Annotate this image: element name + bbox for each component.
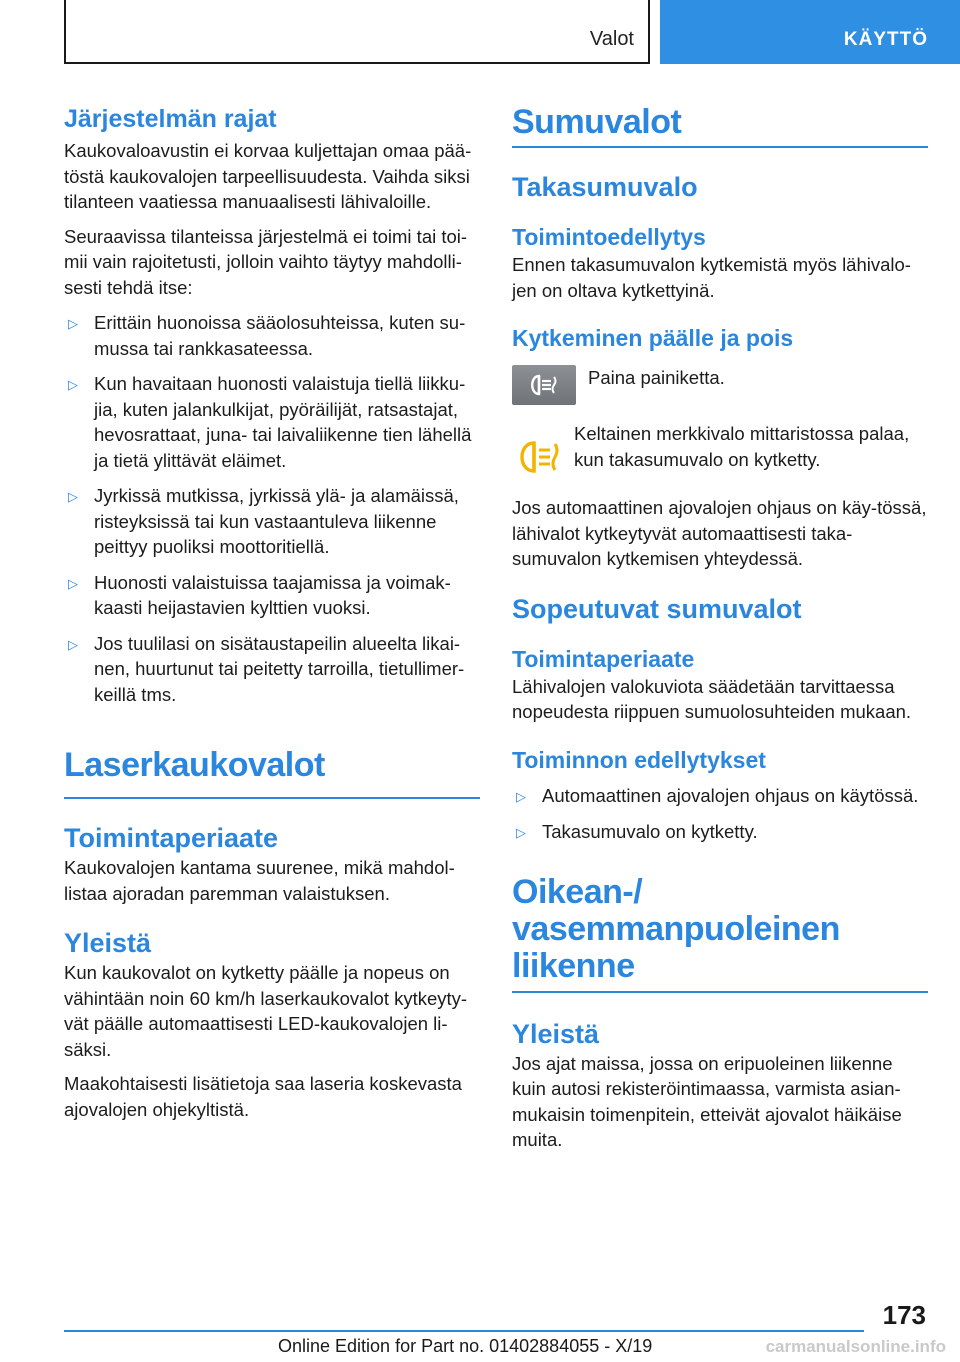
paragraph-auto-headlights: Jos automaattinen ajovalojen ohjaus on käy-tössä, lähivalot kytkeytyvät automaattisesti taka-sumuvalon kytkemisen yhteydessä. bbox=[512, 497, 927, 569]
indicator-instruction bbox=[512, 421, 928, 479]
left-column bbox=[64, 100, 480, 1122]
heading-rule bbox=[512, 146, 928, 148]
paragraph-indicator: Keltainen merkkivalo mittaristossa palaa, kun takasumuvalo on kytketty. bbox=[574, 423, 910, 470]
paragraph-general-1: Kun kaukovalot on kytketty päälle ja nopeus on vähintään noin 60 km/h laserkaukovalot kytkeyty-vät päälle automaattisesti LED-kaukovalojen li-säksi. bbox=[64, 962, 468, 1060]
list-item: ▷ Huonosti valaistuissa taajamissa ja voimak-kaasti heijastavien kylttien vuoksi. bbox=[64, 570, 480, 621]
heading-switching: Kytkeminen päälle ja pois bbox=[512, 325, 794, 351]
header-chapter-label: KÄYTTÖ bbox=[843, 29, 928, 50]
triangle-bullet-icon: ▷ bbox=[68, 377, 78, 392]
right-column bbox=[512, 100, 928, 1153]
paragraph-limits-2: Seuraavissa tilanteissa järjestelmä ei toimi tai toi-mii vain rajoitetusti, jolloin vaihto täytyy mahdolli-sesti tehdä itse: bbox=[64, 225, 468, 298]
triangle-bullet-icon: ▷ bbox=[68, 575, 78, 591]
list-item: ▷ Kun havaitaan huonosti valaistuja tiellä liikku-jia, kuten jalankulkijat, pyöräilijät, ratsastajat, hevosrattaat, juna- tai laivaliikenne tien lähellä ja tietä ylittävät eläimet. bbox=[64, 371, 480, 473]
heading-general-right: Yleistä bbox=[512, 1018, 600, 1049]
paragraph-requirement: Ennen takasumuvalon kytkemistä myös lähivalo-jen on oltava kytkettyinä. bbox=[512, 254, 911, 301]
heading-traffic-side: Oikean-/ vasemmanpuoleinen liikenne bbox=[512, 872, 840, 985]
heading-rule bbox=[512, 991, 928, 993]
footer-rule bbox=[64, 1330, 864, 1332]
rear-fog-indicator-icon bbox=[512, 435, 564, 479]
heading-requirement: Toimintoedellytys bbox=[512, 224, 706, 250]
rear-fog-button-icon bbox=[512, 365, 576, 405]
list-item: ▷ Automaattinen ajovalojen ohjaus on käytössä. bbox=[512, 783, 928, 810]
heading-rule bbox=[64, 797, 480, 799]
heading-general: Yleistä bbox=[64, 928, 152, 958]
list-item: ▷ Takasumuvalo on kytketty. bbox=[512, 819, 928, 846]
button-instruction bbox=[512, 365, 928, 405]
triangle-bullet-icon: ▷ bbox=[68, 316, 78, 331]
paragraph-principle-right: Lähivalojen valokuviota säädetään tarvittaessa nopeudesta riippuen sumuolosuhteiden mukaan. bbox=[512, 675, 912, 722]
list-item: ▷ Jyrkissä mutkissa, jyrkissä ylä- ja alamäissä, risteyksissä tai kun vastaantuleva liikenne peittyy puoliksi moottoritiellä. bbox=[64, 483, 480, 560]
triangle-bullet-icon: ▷ bbox=[68, 636, 78, 652]
paragraph-press-button: Paina painiketta. bbox=[588, 367, 725, 388]
heading-adaptive-fog: Sopeutuvat sumuvalot bbox=[512, 593, 802, 624]
page-number: 173 bbox=[882, 1300, 926, 1330]
triangle-bullet-icon: ▷ bbox=[516, 825, 526, 840]
paragraph-principle: Kaukovalojen kantama suurenee, mikä mahdol-listaa ajoradan paremman valaistuksen. bbox=[64, 857, 455, 904]
triangle-bullet-icon: ▷ bbox=[516, 788, 526, 804]
watermark: carmanualsonline.info bbox=[765, 1337, 946, 1356]
paragraph-limits-1: Kaukovaloavustin ei korvaa kuljettajan omaa pää-töstä kaukovalojen tarpeellisuudesta. Vaihda siksi tilanteen vaatiessa manuaalisesti lähivaloille. bbox=[64, 140, 472, 212]
header-frame bbox=[64, 0, 650, 64]
heading-conditions: Toiminnon edellytykset bbox=[512, 746, 766, 773]
footer-edition: Online Edition for Part no. 01402884055 - X/19 bbox=[278, 1336, 653, 1356]
heading-principle: Toimintaperiaate bbox=[64, 823, 279, 853]
header-section-title: Valot bbox=[589, 28, 634, 50]
heading-rear-fog: Takasumuvalo bbox=[512, 172, 698, 202]
heading-system-limits: Järjestelmän rajat bbox=[64, 105, 277, 133]
triangle-bullet-icon: ▷ bbox=[68, 489, 78, 504]
heading-principle-right: Toimintaperiaate bbox=[512, 645, 695, 672]
heading-fog-lights: Sumuvalot bbox=[512, 103, 682, 141]
list-item: ▷ Erittäin huonoissa sääolosuhteissa, kuten su-mussa tai rankkasateessa. bbox=[64, 310, 480, 361]
list-item: ▷ Jos tuulilasi on sisätaustapeilin alueelta likai-nen, huurtunut tai peitetty tarroilla, tietullimer-keillä tms. bbox=[64, 631, 480, 708]
heading-laser-high-beam: Laserkaukovalot bbox=[64, 746, 325, 784]
header-chapter-tab bbox=[660, 0, 960, 64]
limits-bullet-list bbox=[64, 310, 480, 707]
paragraph-general-right: Jos ajat maissa, jossa on eripuoleinen liikenne kuin autosi rekisteröintimaassa, varmista asian-mukaisin toimenpitein, etteivät ajovalot häikäise muita. bbox=[512, 1052, 902, 1150]
paragraph-general-2: Maakohtaisesti lisätietoja saa laseria koskevasta ajovalojen ohjekyltistä. bbox=[64, 1073, 462, 1120]
conditions-bullet-list bbox=[512, 783, 928, 846]
